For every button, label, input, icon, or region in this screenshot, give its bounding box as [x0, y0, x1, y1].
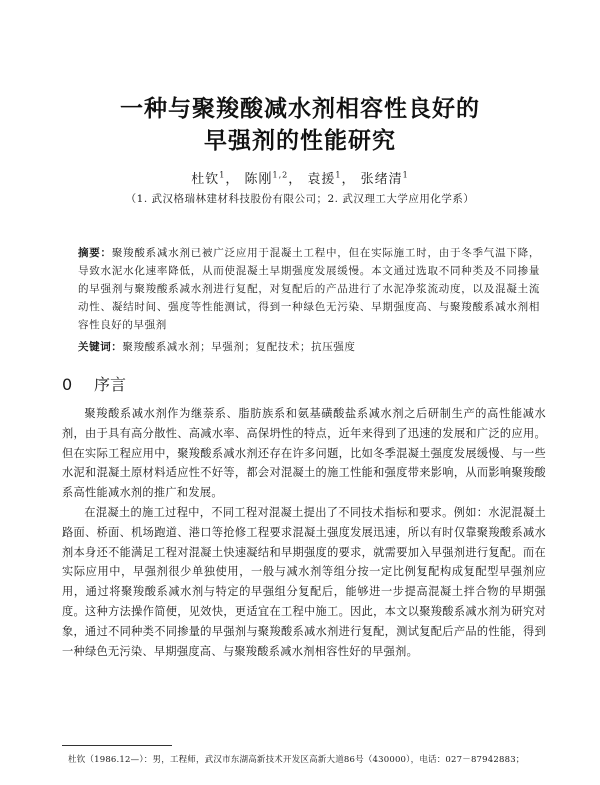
keywords — [78, 339, 540, 354]
section-title: 序言 — [94, 375, 127, 394]
body-text — [62, 404, 546, 661]
footnote: 杜钦（1986.12—）：男，工程师，武汉市东湖高新技术开发区高新大道86号（430000），电话：027－87942883； — [68, 755, 525, 765]
title-line-1: 一种与聚羧酸减水剂相容性良好的 — [120, 96, 480, 122]
abstract-text: 聚羧酸系减水剂已被广泛应用于混凝土工程中，但在实际施工时，由于冬季气温下降，导致水泥水化速率降低，从而使混凝土早期强度发展缓慢。本文通过选取不同种类及不同掺量的早强剂与聚羧酸系减水剂进行复配，对复配后的产品进行了水泥净浆流动度，以及混凝土流动性、凝结时间、强度等性能测试，得到一种绿色无污染、早期强度高、与聚羧酸系减水剂相容性良好的早强剂 — [78, 247, 540, 331]
author-affil-mark: 1 — [335, 170, 342, 180]
author-name: 陈刚 — [244, 172, 273, 187]
abstract — [78, 244, 540, 334]
author-affil-mark: 1 — [402, 170, 409, 180]
affiliation: （1. 武汉格瑞林建材科技股份有限公司；2. 武汉理工大学应用化学系） — [125, 193, 475, 205]
section-number: 0 — [62, 375, 73, 394]
author-name: 杜钦 — [191, 172, 220, 187]
title-line-2: 早强剂的性能研究 — [204, 128, 396, 154]
paragraph: 在混凝土的施工过程中，不同工程对混凝土提出了不同技术指标和要求。例如：水泥混凝土路面、桥面、机场跑道、港口等抢修工程要求混凝土强度发展迅速，所以有时仅靠聚羧酸系减水剂本身还不能满足工程对混凝土快速凝结和早期强度的要求，就需要加入早强剂进行复配。而在实际应用中，早强剂很少单独使用，一般与减水剂等组分按一定比例复配构成复配型早强剂应用，通过将聚羧酸系减水剂与特定的早强组分复配后，能够进一步提高混凝土拌合物的早期强度。这种方法操作简便，见效快，更适宜在工程中施工。因此，本文以聚羧酸系减水剂为研究对象，通过不同种类不同掺量的早强剂与聚羧酸系减水剂进行复配，测试复配后产品的性能，得到一种绿色无污染、早期强度高、与聚羧酸系减水剂相容性好的早强剂。 — [62, 505, 546, 658]
section-heading — [62, 372, 126, 395]
keywords-label: 关键词： — [78, 341, 123, 353]
paragraph: 聚羧酸系减水剂作为继萘系、脂肪族系和氨基磺酸盐系减水剂之后研制生产的高性能减水剂，由于具有高分散性、高减水率、高保坍性的特点，近年来得到了迅速的发展和广泛的应用。但在实际工程应用中，聚羧酸系减水剂还存在许多问题，比如冬季混凝土强度发展缓慢、与一些水泥和混凝土原材料适应性不好等，都会对混凝土的施工性能和强度带来影响，从而影响聚羧酸系高性能减水剂的推广和发展。 — [62, 407, 546, 500]
author-name: 袁援 — [307, 172, 336, 187]
author-name: 张绪清 — [360, 172, 403, 187]
author-affil-mark: 1,2 — [272, 170, 289, 180]
abstract-label: 摘要： — [78, 247, 112, 259]
author-affil-mark: 1 — [219, 170, 226, 180]
author-list: 杜钦$^1$， 陈刚$^{1,2}$， 袁援$^1$， 张绪清$^1$ — [191, 170, 409, 187]
footnote-divider — [62, 745, 172, 746]
keywords-text: 聚羧酸系减水剂；早强剂；复配技术；抗压强度 — [122, 341, 356, 353]
